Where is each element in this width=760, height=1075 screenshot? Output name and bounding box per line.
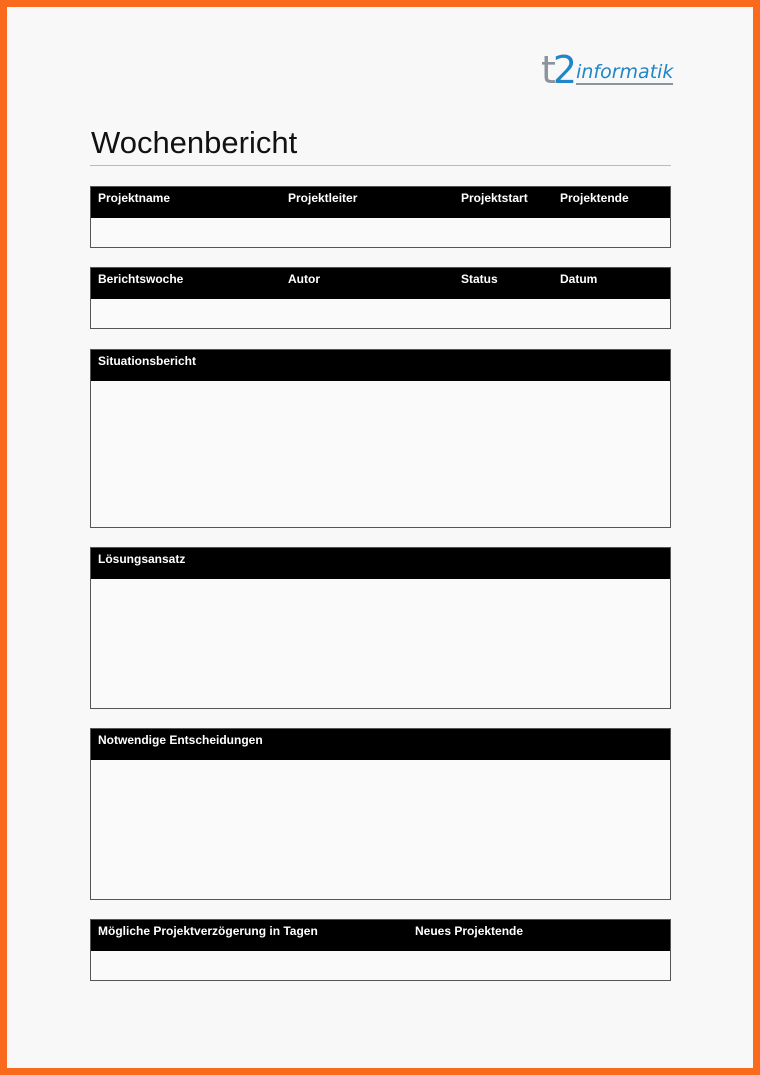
- solution-text-area[interactable]: [91, 579, 670, 708]
- solution-header: [91, 548, 670, 579]
- situation-title: Situationsbericht: [98, 354, 197, 368]
- header-new-end: Neues Projektende: [415, 924, 524, 938]
- page-title: Wochenbericht: [91, 125, 298, 160]
- company-logo: [541, 45, 674, 92]
- report-info-table: [90, 267, 671, 329]
- header-projektstart: Projektstart: [461, 191, 528, 205]
- project-info-header: [91, 187, 670, 218]
- logo-mark: t2: [541, 48, 575, 92]
- header-projektname: Projektname: [98, 191, 171, 205]
- project-info-table: [90, 186, 671, 248]
- header-projektende: Projektende: [560, 191, 629, 205]
- decisions-section: [90, 728, 671, 900]
- title-divider: [90, 165, 671, 166]
- header-delay-days: Mögliche Projektverzögerung in Tagen: [98, 924, 318, 938]
- decisions-header: [91, 729, 670, 760]
- solution-title: Lösungsansatz: [98, 552, 186, 566]
- solution-section: [90, 547, 671, 709]
- logo-wordmark: informatik: [576, 61, 674, 83]
- delay-input-row[interactable]: [91, 951, 670, 980]
- header-datum: Datum: [560, 272, 598, 286]
- report-info-input-row[interactable]: [91, 299, 670, 328]
- report-info-header: [91, 268, 670, 299]
- situation-section: [90, 349, 671, 528]
- decisions-title: Notwendige Entscheidungen: [98, 733, 263, 747]
- situation-header: [91, 350, 670, 381]
- situation-text-area[interactable]: [91, 381, 670, 527]
- header-autor: Autor: [288, 272, 320, 286]
- header-projektleiter: Projektleiter: [288, 191, 358, 205]
- decisions-text-area[interactable]: [91, 760, 670, 899]
- document-page: [7, 7, 753, 1068]
- project-info-input-row[interactable]: [91, 218, 670, 247]
- header-berichtswoche: Berichtswoche: [98, 272, 184, 286]
- header-status: Status: [461, 272, 498, 286]
- delay-header: [91, 920, 670, 951]
- delay-table: [90, 919, 671, 981]
